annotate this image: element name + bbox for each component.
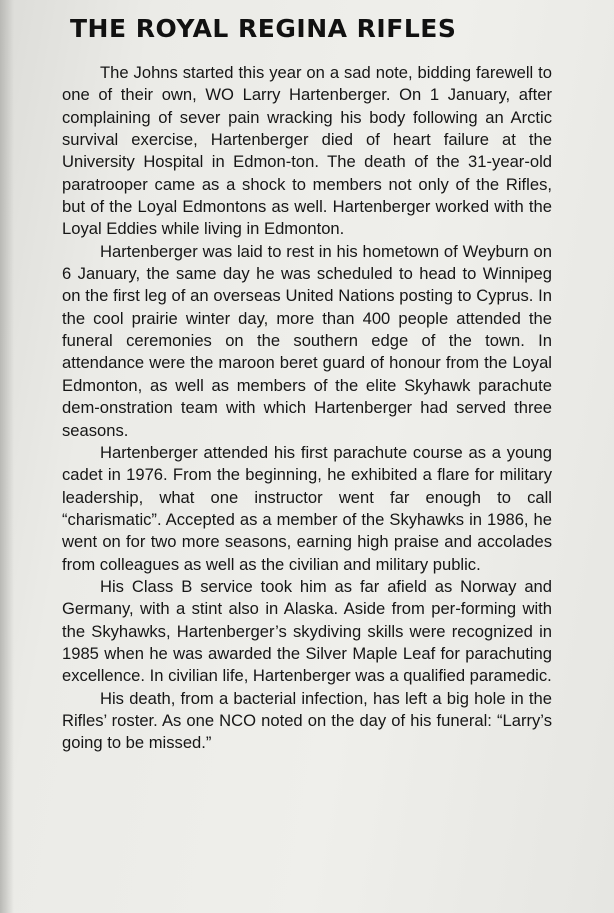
- article-paragraph-5: His death, from a bacterial infection, has left a big hole in the Rifles’ roster. As one NCO noted on the day of his funeral: “Larry’s going to be missed.”: [62, 688, 552, 753]
- page-edge-shadow: [0, 0, 14, 913]
- document-page: [62, 10, 552, 755]
- article-paragraph-3: Hartenberger attended his first parachute course as a young cadet in 1976. From the beginning, he exhibited a flare for military leadership, what one instructor went far enough to call “charismatic”. Accepted as a member of the Skyhawks in 1986, he went on for two more seasons, earning high praise and accolades from colleagues as well as the civilian and military public.: [62, 442, 552, 574]
- article-paragraph-4: His Class B service took him as far afield as Norway and Germany, with a stint also in Alaska. Aside from per-forming with the Skyhawks, Hartenberger’s skydiving skills were recognized in 1985 when he was awarded the Silver Maple Leaf for parachuting excellence. In civilian life, Hartenberger was a qualified paramedic.: [62, 576, 552, 686]
- article-paragraph-2: Hartenberger was laid to rest in his hometown of Weyburn on 6 January, the same day he was scheduled to head to Winnipeg on the first leg of an overseas United Nations posting to Cyprus. In the cool prairie winter day, more than 400 people attended the funeral ceremonies on the southern edge of the town. In attendance were the maroon beret guard of honour from the Loyal Edmonton, as well as members of the elite Skyhawk parachute dem-onstration team with which Hartenberger had served three seasons.: [62, 241, 552, 440]
- article-title: THE ROYAL REGINA RIFLES: [70, 14, 457, 43]
- article-paragraph-1: The Johns started this year on a sad note, bidding farewell to one of their own, WO Larry Hartenberger. On 1 January, after complaining of sever pain wracking his body following an Arctic survival exercise, Hartenberger died of heart failure at the University Hospital in Edmon-ton. The death of the 31-year-old paratrooper came as a shock to members not only of the Rifles, but of the Loyal Edmontons as well. Hartenberger worked with the Loyal Eddies while living in Edmonton.: [62, 63, 552, 239]
